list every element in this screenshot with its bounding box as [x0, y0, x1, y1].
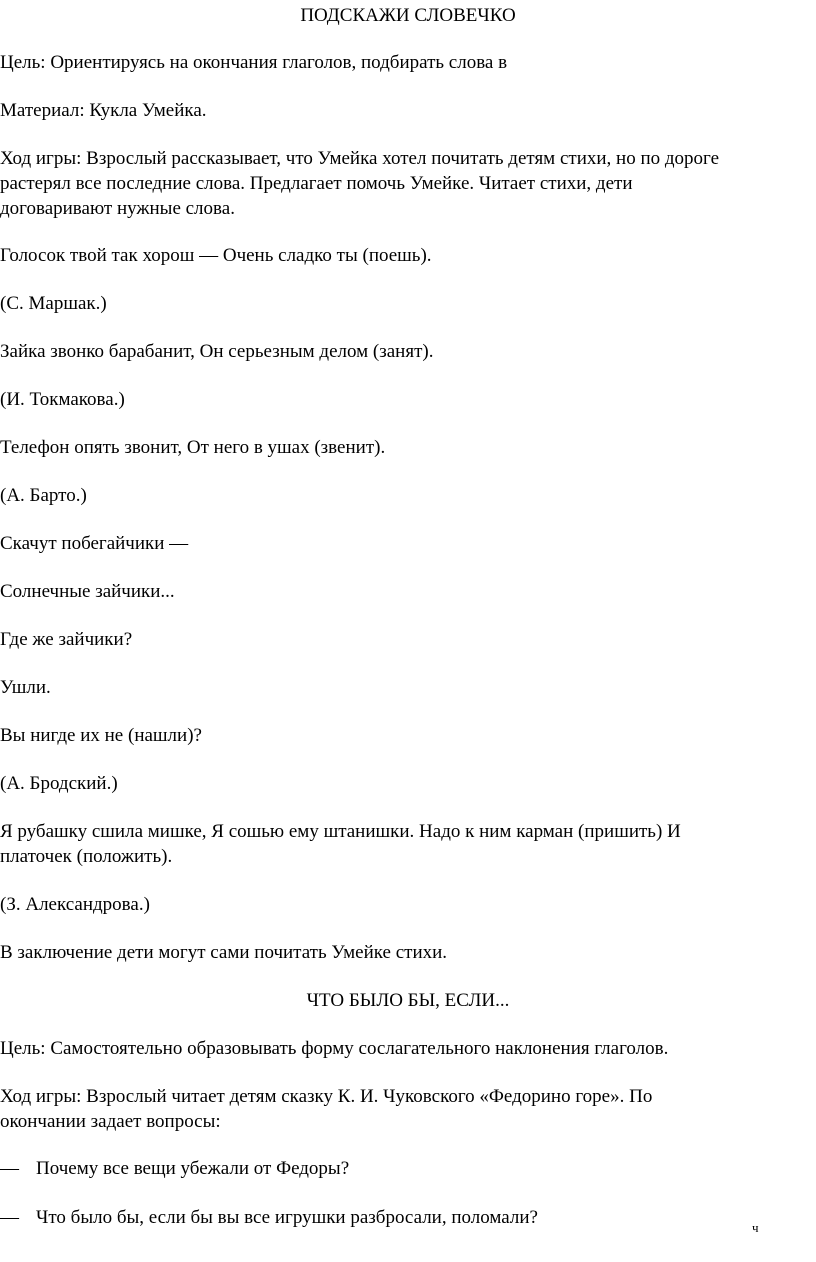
game-course-line: Ход игры: Взрослый рассказывает, что Умейка хотел почитать детям стихи, но по дороге [0, 148, 720, 169]
game-course-line: договаривают нужные слова. [0, 198, 235, 219]
material-text: Материал: Кукла Умейка. [0, 100, 207, 121]
dash-marker: — [0, 1207, 19, 1228]
conclusion-text: В заключение дети могут сами почитать Умейке стихи. [0, 942, 448, 963]
poem-author: (А. Бродский.) [0, 773, 118, 794]
question-text: Почему все вещи убежали от Федоры? [36, 1158, 350, 1179]
goal-text: Цель: Ориентируясь на окончания глаголов, подбирать слова в [0, 52, 508, 73]
poem-line: Солнечные зайчики... [0, 581, 175, 602]
question-text: Что было бы, если бы вы все игрушки разбросали, поломали? [36, 1207, 538, 1228]
goal-text: Цель: Самостоятельно образовывать форму сослагательного наклонения глаголов. [0, 1038, 669, 1059]
question-item [0, 1157, 349, 1181]
poem-author: (С. Маршак.) [0, 293, 107, 314]
poem-line: Ушли. [0, 677, 51, 698]
section-title: ПОДСКАЖИ СЛОВЕЧКО [300, 5, 516, 26]
section-title: ЧТО БЫЛО БЫ, ЕСЛИ... [306, 990, 510, 1011]
dash-marker: — [0, 1158, 19, 1179]
game-course-line: окончании задает вопросы: [0, 1111, 221, 1132]
poem-author: (З. Александрова.) [0, 894, 150, 915]
poem-author: (А. Барто.) [0, 485, 87, 506]
poem-line: Где же зайчики? [0, 629, 133, 650]
poem-line: Голосок твой так хорош — Очень сладко ты (поешь). [0, 245, 432, 266]
poem-line: Телефон опять звонит, От него в ушах (звенит). [0, 437, 386, 458]
poem-line: Скачут побегайчики — [0, 533, 189, 554]
page-mark: ч [752, 1220, 759, 1235]
poem-line: платочек (положить). [0, 846, 173, 867]
poem-author: (И. Токмакова.) [0, 389, 125, 410]
poem-line: Вы нигде их не (нашли)? [0, 725, 202, 746]
game-course-line: растерял все последние слова. Предлагает помочь Умейке. Читает стихи, дети [0, 173, 633, 194]
poem-line: Я рубашку сшила мишке, Я сошью ему штанишки. Надо к ним карман (пришить) И [0, 821, 681, 842]
question-item [0, 1206, 538, 1230]
poem-line: Зайка звонко барабанит, Он серьезным делом (занят). [0, 341, 434, 362]
game-course-line: Ход игры: Взрослый читает детям сказку К. И. Чуковского «Федорино горе». По [0, 1086, 653, 1107]
